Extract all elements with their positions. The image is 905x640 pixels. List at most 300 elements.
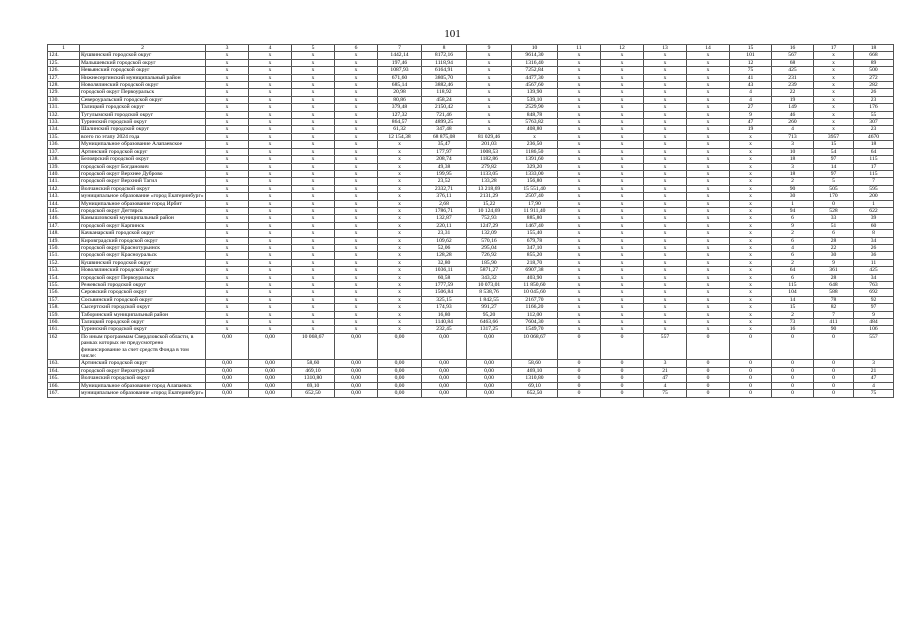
table-cell: 54 [814, 148, 854, 155]
table-row [48, 367, 894, 374]
table-cell: 0 [814, 382, 854, 389]
table-row [48, 304, 894, 311]
table-cell: x [601, 89, 644, 96]
table-cell: x [601, 282, 644, 289]
table-cell: 361 [814, 267, 854, 274]
table-cell: 218,70 [512, 259, 558, 266]
table-cell: x [335, 311, 378, 318]
municipality-name: Тугулымский городской округ [80, 111, 206, 118]
table-row [48, 222, 894, 229]
table-cell: x [558, 82, 601, 89]
municipality-name: Режевской городской округ [80, 282, 206, 289]
table-cell: x [378, 296, 422, 303]
table-cell: x [292, 207, 335, 214]
table-cell: x [687, 252, 730, 259]
page-number: 101 [444, 28, 461, 40]
table-cell: 33 [814, 215, 854, 222]
table-cell: 0,00 [467, 360, 512, 367]
table-row [48, 390, 894, 397]
table-cell: x [335, 296, 378, 303]
table-cell: x [644, 89, 687, 96]
table-cell: x [335, 282, 378, 289]
table-cell: 0,00 [467, 375, 512, 382]
table-cell: x [335, 178, 378, 185]
table-cell: x [249, 59, 292, 66]
table-cell: x [249, 252, 292, 259]
table-cell: 1036,11 [422, 267, 467, 274]
table-cell: 0,00 [335, 375, 378, 382]
table-cell: x [335, 126, 378, 133]
table-row [48, 333, 894, 360]
table-cell: x [206, 185, 249, 192]
municipality-name: Новолялинский городской округ [80, 82, 206, 89]
table-cell: 1391,60 [512, 156, 558, 163]
table-cell: 6 [772, 274, 814, 281]
table-row [48, 185, 894, 192]
table-cell: x [378, 207, 422, 214]
row-number: 149. [48, 237, 80, 244]
table-cell: x [249, 296, 292, 303]
table-cell: x [687, 141, 730, 148]
table-cell: x [730, 156, 772, 163]
table-cell: 15,22 [467, 200, 512, 207]
column-number: 11 [558, 45, 601, 52]
table-cell: x [601, 111, 644, 118]
table-cell: x [814, 104, 854, 111]
table-cell: 2150,42 [422, 104, 467, 111]
table-cell: x [335, 319, 378, 326]
table-cell: 1777,59 [422, 282, 467, 289]
table-cell: x [814, 111, 854, 118]
table-cell: x [687, 156, 730, 163]
table-cell: x [335, 163, 378, 170]
table-row [48, 375, 894, 382]
table-cell: x [601, 59, 644, 66]
table-cell: 10 124,69 [467, 207, 512, 214]
table-cell: 0 [687, 367, 730, 374]
table-cell: x [335, 170, 378, 177]
table-cell: x [249, 215, 292, 222]
table-cell: x [644, 200, 687, 207]
table-cell: x [601, 156, 644, 163]
table-cell: 2 [772, 311, 814, 318]
table-cell: 0,00 [422, 333, 467, 360]
table-cell: x [206, 193, 249, 200]
table-cell: x [292, 156, 335, 163]
table-cell: x [601, 259, 644, 266]
table-cell: 0 [814, 367, 854, 374]
table-cell: x [644, 96, 687, 103]
table-cell: x [730, 178, 772, 185]
table-cell: 12 154,38 [378, 133, 422, 140]
table-cell: x [730, 274, 772, 281]
table-cell: x [644, 319, 687, 326]
table-cell: 68 875,08 [422, 133, 467, 140]
table-cell: 0 [772, 390, 814, 397]
table-cell: x [558, 148, 601, 155]
table-cell: 6 [814, 230, 854, 237]
table-cell: x [730, 326, 772, 333]
table-cell: 4 [730, 96, 772, 103]
table-cell: 1247,29 [467, 222, 512, 229]
table-cell: x [378, 193, 422, 200]
table-cell: 9 [772, 222, 814, 229]
table-cell: x [601, 222, 644, 229]
table-cell: 128,28 [422, 252, 467, 259]
table-cell: 231 [772, 74, 814, 81]
table-cell: 295,04 [467, 244, 512, 251]
table-cell: 23 [854, 96, 894, 103]
table-cell: 570,16 [467, 237, 512, 244]
table-cell: x [644, 282, 687, 289]
table-row [48, 133, 894, 140]
table-cell: 4670 [854, 133, 894, 140]
table-cell: 0 [772, 333, 814, 360]
table-row [48, 82, 894, 89]
table-cell: x [292, 178, 335, 185]
table-cell: 0 [601, 360, 644, 367]
row-number: 161. [48, 326, 80, 333]
municipality-name: Туринский городской округ [80, 326, 206, 333]
table-cell: 0 [814, 333, 854, 360]
table-cell: 3 [854, 360, 894, 367]
table-cell: 0 [687, 375, 730, 382]
table-cell: x [467, 89, 512, 96]
table-cell: x [206, 67, 249, 74]
table-cell: x [292, 267, 335, 274]
table-cell: x [730, 185, 772, 192]
table-cell: x [206, 82, 249, 89]
table-cell: x [206, 200, 249, 207]
row-number: 150. [48, 244, 80, 251]
table-cell: 58,60 [512, 360, 558, 367]
table-cell: x [335, 111, 378, 118]
table-cell: 0,00 [422, 382, 467, 389]
table-cell: 5 [814, 178, 854, 185]
table-cell: 7 [854, 178, 894, 185]
table-row [48, 89, 894, 96]
municipality-name: городской округ Карпинск [80, 222, 206, 229]
table-cell: 15 551,40 [512, 185, 558, 192]
municipality-name: Нижнесергинский муниципальный район [80, 74, 206, 81]
column-number: 12 [601, 45, 644, 52]
table-cell: x [601, 215, 644, 222]
table-cell: 239 [772, 82, 814, 89]
table-cell: 885,80 [512, 215, 558, 222]
table-cell: x [378, 215, 422, 222]
table-cell: 528 [814, 207, 854, 214]
table-cell: x [378, 267, 422, 274]
table-cell: x [206, 74, 249, 81]
table-cell: 1333,00 [512, 170, 558, 177]
table-cell: 1133,05 [467, 170, 512, 177]
table-cell: x [644, 52, 687, 59]
table-cell: 139,90 [512, 89, 558, 96]
table-cell: x [601, 326, 644, 333]
table-cell: 97 [854, 304, 894, 311]
table-cell: x [249, 119, 292, 126]
table-cell: x [378, 148, 422, 155]
table-cell: 376,11 [422, 193, 467, 200]
table-cell: 0 [687, 390, 730, 397]
table-cell: x [206, 133, 249, 140]
table-cell: 1549,70 [512, 326, 558, 333]
table-cell: x [644, 222, 687, 229]
table-cell: x [687, 148, 730, 155]
table-cell: x [558, 156, 601, 163]
table-cell: x [601, 296, 644, 303]
table-cell: x [249, 311, 292, 318]
table-cell: x [558, 52, 601, 59]
table-cell: x [601, 267, 644, 274]
table-row [48, 148, 894, 155]
table-cell: x [292, 222, 335, 229]
table-row [48, 156, 894, 163]
table-cell: x [206, 319, 249, 326]
row-number: 130. [48, 96, 80, 103]
table-cell: 0,00 [206, 367, 249, 374]
table-cell: 23,31 [422, 230, 467, 237]
table-cell: 0 [730, 390, 772, 397]
table-cell: x [206, 111, 249, 118]
row-number: 135. [48, 133, 80, 140]
municipality-name: Сысертский городской округ [80, 304, 206, 311]
table-cell: x [292, 200, 335, 207]
table-cell: 1087,93 [378, 67, 422, 74]
table-cell: x [601, 74, 644, 81]
table-cell: x [601, 104, 644, 111]
table-row [48, 67, 894, 74]
table-cell: x [467, 119, 512, 126]
table-cell: x [292, 304, 335, 311]
table-cell: x [378, 311, 422, 318]
table-cell: x [292, 74, 335, 81]
table-cell: 28 [814, 237, 854, 244]
table-cell: 9614,30 [512, 52, 558, 59]
table-cell: x [206, 244, 249, 251]
table-cell: x [206, 156, 249, 163]
table-cell: 47 [730, 119, 772, 126]
table-cell: x [687, 119, 730, 126]
table-cell: x [335, 259, 378, 266]
table-cell: x [814, 89, 854, 96]
table-cell: x [644, 274, 687, 281]
table-cell: 279,82 [467, 163, 512, 170]
table-cell: x [249, 52, 292, 59]
table-cell: x [730, 170, 772, 177]
table-row [48, 326, 894, 333]
table-cell: 0,00 [249, 360, 292, 367]
municipality-name: Муниципальное образование город Алапаевск [80, 382, 206, 389]
table-cell: x [558, 133, 601, 140]
table-cell: x [558, 59, 601, 66]
table-cell: x [601, 304, 644, 311]
table-cell: x [335, 222, 378, 229]
table-cell: 671,60 [378, 74, 422, 81]
table-cell: 7 [814, 311, 854, 318]
table-cell: 14 [772, 296, 814, 303]
table-cell: 1 842,55 [467, 296, 512, 303]
table-cell: x [814, 67, 854, 74]
table-cell: 118,92 [422, 89, 467, 96]
table-cell: x [601, 82, 644, 89]
table-cell: x [292, 163, 335, 170]
table-cell: 0,00 [335, 390, 378, 397]
table-cell: 2 [772, 259, 814, 266]
table-cell: 6 [772, 215, 814, 222]
row-number: 163. [48, 360, 80, 367]
table-cell: 19 [772, 96, 814, 103]
table-cell: x [249, 193, 292, 200]
table-cell: 1 [854, 200, 894, 207]
row-number: 148. [48, 230, 80, 237]
table-cell: x [335, 267, 378, 274]
table-cell: x [335, 52, 378, 59]
table-row [48, 111, 894, 118]
municipality-name: муниципальное образование «город Екатеринбург» [81, 193, 204, 200]
municipality-name: Шалинский городской округ [80, 126, 206, 133]
table-cell: 64 [772, 267, 814, 274]
row-number: 133. [48, 119, 80, 126]
table-cell: x [601, 193, 644, 200]
table-cell: x [644, 289, 687, 296]
table-cell: x [558, 215, 601, 222]
table-cell: 652,50 [292, 390, 335, 397]
column-number: 10 [512, 45, 558, 52]
table-cell: 89 [854, 59, 894, 66]
table-cell: 0 [558, 367, 601, 374]
table-cell: x [687, 282, 730, 289]
table-cell: x [687, 74, 730, 81]
table-cell: 0 [814, 390, 854, 397]
table-cell: x [206, 304, 249, 311]
municipality-name: Талицкий городской округ [80, 104, 206, 111]
table-cell: 75 [854, 390, 894, 397]
table-cell: x [558, 200, 601, 207]
table-cell: x [206, 259, 249, 266]
column-number: 5 [292, 45, 335, 52]
table-cell: 101 [730, 52, 772, 59]
table-cell: 47 [644, 375, 687, 382]
table-cell: 0 [772, 375, 814, 382]
table-cell: x [378, 244, 422, 251]
table-cell: 10 068,67 [292, 333, 335, 360]
table-cell: x [292, 252, 335, 259]
table-cell: 0 [730, 333, 772, 360]
municipality-name: По иным программам Свердловской области, в рамках которых не предусмотрено финансирование за счет средств Фонда в том числе: [80, 333, 206, 360]
column-number: 6 [335, 45, 378, 52]
table-cell: x [601, 170, 644, 177]
table-row [48, 259, 894, 266]
table-cell: 11 911,40 [512, 207, 558, 214]
table-cell: x [292, 326, 335, 333]
table-cell: 0 [730, 367, 772, 374]
table-cell: 30 [814, 252, 854, 259]
table-cell: 3957 [814, 133, 854, 140]
table-cell: x [687, 207, 730, 214]
row-number: 131. [48, 104, 80, 111]
table-cell: 2332,71 [422, 185, 467, 192]
table-row [48, 282, 894, 289]
table-cell: x [249, 111, 292, 118]
table-cell: 17 [854, 163, 894, 170]
table-cell: 0,00 [206, 360, 249, 367]
column-number: 8 [422, 45, 467, 52]
municipality-name: городской округ Богданович [80, 163, 206, 170]
table-row [48, 311, 894, 318]
municipality-name: всего по этапу 2024 года [80, 133, 206, 140]
row-number: 146. [48, 215, 80, 222]
table-cell: 90 [814, 326, 854, 333]
table-cell: x [730, 133, 772, 140]
table-cell: 10 045,60 [512, 289, 558, 296]
row-number: 165. [48, 375, 80, 382]
column-number: 4 [249, 45, 292, 52]
table-cell: x [558, 96, 601, 103]
table-cell: 6 [772, 252, 814, 259]
municipality-name: Кушвинский городской округ [80, 259, 206, 266]
table-cell: x [687, 59, 730, 66]
table-cell: 32,80 [422, 259, 467, 266]
table-cell: x [206, 311, 249, 318]
table-cell: x [601, 52, 644, 59]
table-cell: x [601, 319, 644, 326]
table-cell: x [558, 207, 601, 214]
table-cell: 0 [601, 333, 644, 360]
table-cell: 1786,71 [422, 207, 467, 214]
table-cell: 4899,25 [422, 119, 467, 126]
table-cell: 75 [730, 67, 772, 74]
table-cell: 588 [814, 289, 854, 296]
table-cell: x [249, 96, 292, 103]
table-cell: x [601, 252, 644, 259]
table-cell: x [558, 252, 601, 259]
table-cell: 1467,40 [512, 222, 558, 229]
table-row [48, 74, 894, 81]
municipality-name: Волчанский городской округ [80, 185, 206, 192]
table-cell: x [292, 82, 335, 89]
table-cell: x [378, 282, 422, 289]
table-cell: x [687, 215, 730, 222]
table-cell: 0,00 [206, 333, 249, 360]
table-cell: 176 [854, 104, 894, 111]
row-number: 128. [48, 82, 80, 89]
table-cell: 22 [772, 89, 814, 96]
row-number: 166. [48, 382, 80, 389]
table-cell: x [644, 267, 687, 274]
table-cell: x [730, 222, 772, 229]
row-number: 157. [48, 296, 80, 303]
table-cell: x [335, 304, 378, 311]
table-cell: 115 [854, 170, 894, 177]
table-row [48, 163, 894, 170]
table-cell: x [814, 126, 854, 133]
table-cell: 115 [772, 282, 814, 289]
table-cell: x [206, 237, 249, 244]
table-cell: x [249, 237, 292, 244]
table-cell: 58,60 [292, 360, 335, 367]
table-cell: 35,47 [422, 141, 467, 148]
table-cell: 0 [601, 367, 644, 374]
table-cell: 763 [854, 282, 894, 289]
table-cell: x [558, 326, 601, 333]
table-cell: x [730, 296, 772, 303]
table-cell: 3 [772, 141, 814, 148]
table-cell: 94 [772, 207, 814, 214]
table-cell: x [558, 319, 601, 326]
table-cell: 20,98 [378, 89, 422, 96]
table-cell: x [378, 274, 422, 281]
